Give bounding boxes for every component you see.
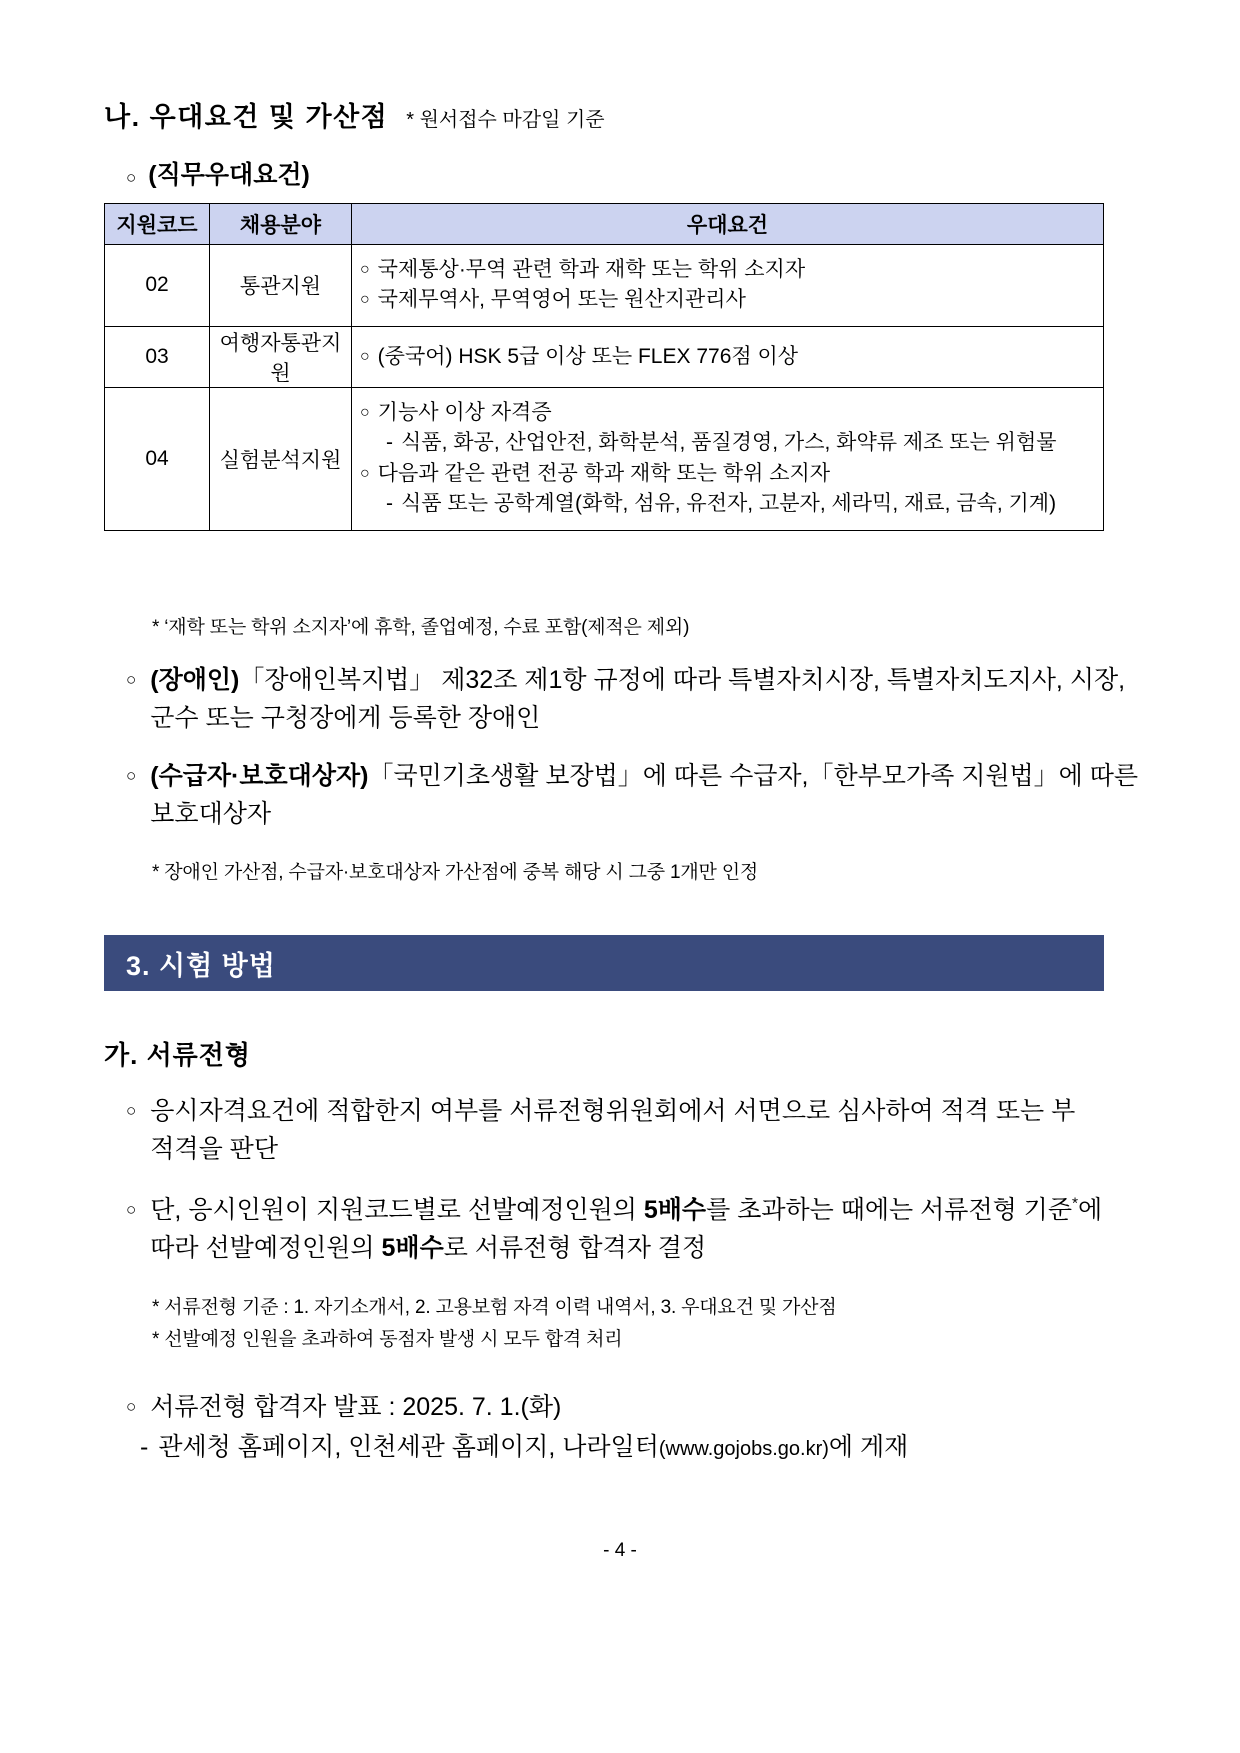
screening-footnote-2: * 선발예정 인원을 초과하여 동점자 발생 시 모두 합격 처리 bbox=[152, 1329, 623, 1350]
bullet-body bbox=[150, 662, 1150, 737]
cell-field: 통관지원 bbox=[210, 245, 352, 327]
bullet-label: (수급자·보호대상자) bbox=[150, 762, 369, 790]
page-footer: - 4 - bbox=[603, 1540, 637, 1561]
preference-table bbox=[104, 203, 1104, 531]
table-row bbox=[105, 387, 1104, 530]
item2-line1-a: 단, 응시인원이 지원코드별로 선발예정인원의 bbox=[150, 1196, 644, 1224]
circle-bullet-icon: ○ bbox=[126, 1101, 137, 1120]
screening-item-1 bbox=[126, 1093, 1086, 1168]
item3-url: (www.gojobs.go.kr) bbox=[658, 1437, 829, 1460]
bullets-footnote: * 장애인 가산점, 수급자·보호대상자 가산점에 중복 해당 시 그중 1개만 인정 bbox=[152, 862, 759, 883]
requirement-item bbox=[360, 459, 1097, 489]
table-header-row bbox=[105, 204, 1104, 245]
circle-bullet-icon: ○ bbox=[360, 464, 370, 482]
circle-bullet-icon: ○ bbox=[126, 766, 137, 785]
circle-bullet-icon: ○ bbox=[360, 261, 370, 278]
cell-requirements bbox=[352, 387, 1104, 530]
job-pref-label: (직무우대요건) bbox=[148, 161, 310, 189]
requirement-text: 다음과 같은 관련 전공 학과 재학 또는 학위 소지자 bbox=[377, 461, 831, 485]
circle-bullet-icon: ○ bbox=[126, 1397, 137, 1416]
item3-line2-a: 관세청 홈페이지, 인천세관 홈페이지, 나라일터 bbox=[158, 1432, 659, 1461]
circle-bullet-icon: ○ bbox=[360, 347, 370, 365]
requirement-text: 국제무역사, 무역영어 또는 원산지관리사 bbox=[377, 288, 746, 312]
th-requirements: 우대요건 bbox=[352, 204, 1104, 245]
table-row bbox=[105, 326, 1104, 387]
screening-item-3-sub bbox=[158, 1429, 908, 1467]
requirement-item bbox=[360, 342, 1097, 372]
section-note: * 원서접수 마감일 기준 bbox=[406, 109, 605, 131]
item2-line1-bold: 5배수 bbox=[643, 1196, 707, 1224]
cell-field: 여행자통관지원 bbox=[210, 326, 352, 387]
circle-bullet-icon: ○ bbox=[126, 168, 137, 187]
requirement-text: 식품 또는 공학계열(화학, 섬유, 유전자, 고분자, 세라믹, 재료, 금속, 기계) bbox=[401, 492, 1057, 516]
cell-code: 03 bbox=[105, 326, 210, 387]
item2-line1-b: 를 초과하는 때에는 bbox=[706, 1196, 914, 1224]
section-bar-3 bbox=[104, 935, 1104, 991]
dash-bullet-icon: - bbox=[386, 492, 393, 516]
cell-requirements bbox=[352, 326, 1104, 387]
bullet-text: 「국민기초생활 보장법」에 따른 수급자,「한부모가족 지원법」에 따른 보호대상자 bbox=[150, 762, 1139, 828]
item2-line2-bold: 5배수 bbox=[381, 1233, 444, 1262]
bullet-text: 「장애인복지법」 제32조 제1항 규정에 따라 특별자치시장, 특별자치도지사, 시장, 군수 또는 구청장에게 등록한 장애인 bbox=[150, 666, 1126, 732]
screening-item-3 bbox=[126, 1389, 1116, 1466]
subsection-heading-ga: 가. 서류전형 bbox=[104, 1040, 252, 1070]
requirement-text: 기능사 이상 자격증 bbox=[377, 400, 552, 424]
requirement-item bbox=[360, 428, 1097, 458]
circle-bullet-icon: ○ bbox=[360, 403, 370, 421]
section-bar-title: 3. 시험 방법 bbox=[126, 950, 276, 981]
screening-item-3-line1 bbox=[126, 1389, 1116, 1427]
requirement-item bbox=[360, 255, 1097, 285]
cell-code: 04 bbox=[105, 387, 210, 530]
section-title: 나. 우대요건 및 가산점 bbox=[104, 102, 389, 132]
cell-code: 02 bbox=[105, 245, 210, 327]
th-field: 채용분야 bbox=[210, 204, 352, 245]
requirement-text: 식품, 화공, 산업안전, 화학분석, 품질경영, 가스, 화약류 제조 또는 위험물 bbox=[401, 431, 1057, 455]
requirement-item bbox=[360, 489, 1097, 519]
bullet-recipient bbox=[126, 758, 1150, 833]
bullet-disabled bbox=[126, 662, 1150, 737]
dash-bullet-icon: - bbox=[386, 431, 393, 455]
cell-field: 실험분석지원 bbox=[210, 387, 352, 530]
circle-bullet-icon: ○ bbox=[126, 670, 137, 689]
th-code: 지원코드 bbox=[105, 204, 210, 245]
screening-footnote-1: * 서류전형 기준 : 1. 자기소개서, 2. 고용보험 자격 이력 내역서, 3. 우대요건 및 가산점 bbox=[152, 1297, 837, 1318]
section-heading-na bbox=[104, 95, 605, 134]
table-footnote: * ‘재학 또는 학위 소지자’에 휴학, 졸업예정, 수료 포함(제적은 제외) bbox=[152, 617, 690, 638]
screening-item-3-line2 bbox=[126, 1429, 1116, 1467]
cell-requirements bbox=[352, 245, 1104, 327]
requirement-item bbox=[360, 398, 1097, 428]
requirement-item bbox=[360, 285, 1097, 315]
screening-item-2-body bbox=[150, 1192, 1116, 1267]
item2-line2-c: 로 서류전형 합격자 결정 bbox=[443, 1233, 707, 1262]
item2-asterisk: * bbox=[1072, 1195, 1079, 1213]
requirement-text: 국제통상·무역 관련 학과 재학 또는 학위 소지자 bbox=[377, 258, 806, 281]
circle-bullet-icon: ○ bbox=[126, 1200, 137, 1219]
bullet-label: (장애인) bbox=[150, 666, 240, 694]
screening-item-1-text: 응시자격요건에 적합한지 여부를 서류전형위원회에서 서면으로 심사하여 적격 또는 부적격을 판단 bbox=[150, 1097, 1076, 1163]
job-pref-label-line bbox=[126, 155, 310, 191]
item3-line2-b: 에 게재 bbox=[828, 1432, 909, 1461]
screening-item-3-text: 서류전형 합격자 발표 : 2025. 7. 1.(화) bbox=[150, 1393, 562, 1421]
item2-line2-a: 서류전형 기준 bbox=[920, 1196, 1072, 1224]
bullet-body bbox=[150, 758, 1150, 833]
circle-bullet-icon: ○ bbox=[360, 291, 370, 309]
table-row bbox=[105, 245, 1104, 327]
dash-bullet-icon: - bbox=[140, 1432, 149, 1461]
screening-item-2 bbox=[126, 1192, 1116, 1267]
item2-line2-b: 에 따라 선발예정인원의 bbox=[150, 1196, 1103, 1262]
requirement-text: (중국어) HSK 5급 이상 또는 FLEX 776점 이상 bbox=[377, 344, 799, 368]
